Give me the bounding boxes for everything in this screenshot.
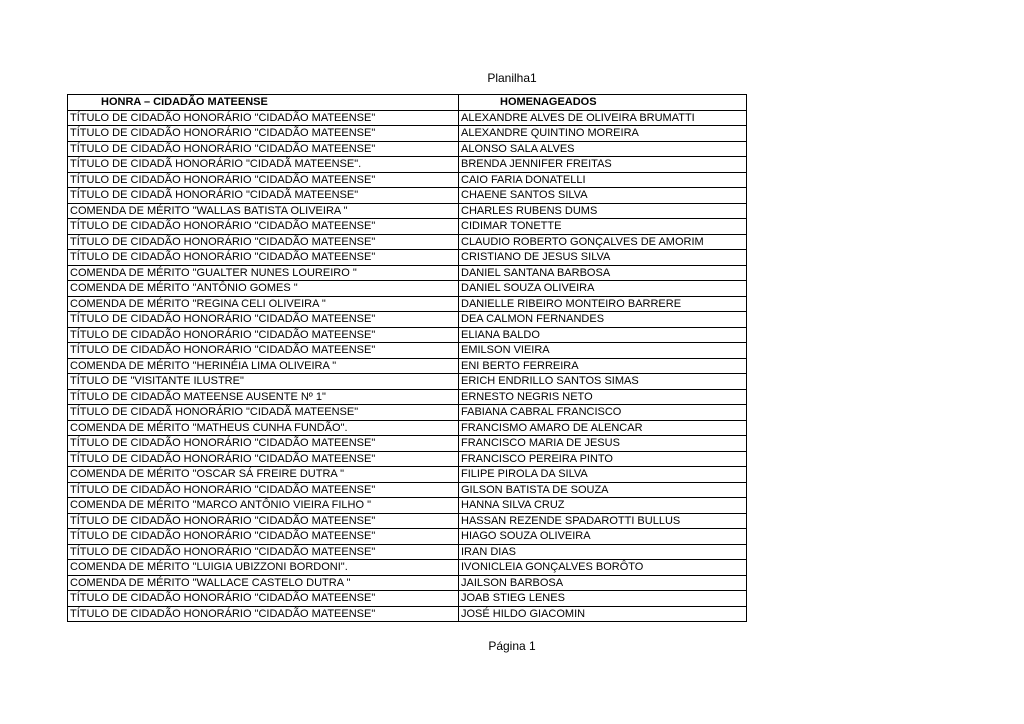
table-row (68, 591, 747, 607)
honor-cell: TÍTULO DE CIDADÃ HONORÁRIO "CIDADÃ MATEENSE" (68, 188, 459, 204)
column-header-honorees: HOMENAGEADOS (459, 95, 747, 111)
honor-cell: TÍTULO DE CIDADÃO HONORÁRIO "CIDADÃO MATEENSE" (68, 343, 459, 359)
table-header-row (68, 95, 747, 111)
table-row (68, 172, 747, 188)
table-row (68, 420, 747, 436)
honoree-cell: FRANCISMO AMARO DE ALENCAR (459, 420, 747, 436)
table-body (68, 110, 747, 622)
honor-cell: COMENDA DE MÉRITO "WALLACE CASTELO DUTRA " (68, 575, 459, 591)
honor-cell: TÍTULO DE CIDADÃO HONORÁRIO "CIDADÃO MATEENSE" (68, 110, 459, 126)
honor-cell: TÍTULO DE CIDADÃO HONORÁRIO "CIDADÃO MATEENSE" (68, 126, 459, 142)
table-row (68, 544, 747, 560)
page-number: Página 1 (488, 639, 536, 653)
table-row (68, 188, 747, 204)
table-row (68, 281, 747, 297)
table-row (68, 157, 747, 173)
honoree-cell: IRAN DIAS (459, 544, 747, 560)
honoree-cell: CHAENE SANTOS SILVA (459, 188, 747, 204)
table-row (68, 374, 747, 390)
honor-cell: COMENDA DE MÉRITO "REGINA CELI OLIVEIRA " (68, 296, 459, 312)
honoree-cell: CAIO FARIA DONATELLI (459, 172, 747, 188)
sheet-title: Planilha1 (487, 71, 537, 85)
honor-cell: TÍTULO DE CIDADÃO HONORÁRIO "CIDADÃO MATEENSE" (68, 141, 459, 157)
honoree-cell: JAILSON BARBOSA (459, 575, 747, 591)
honoree-cell: CLAUDIO ROBERTO GONÇALVES DE AMORIM (459, 234, 747, 250)
honoree-cell: GILSON BATISTA DE SOUZA (459, 482, 747, 498)
honoree-cell: FABIANA CABRAL FRANCISCO (459, 405, 747, 421)
honor-cell: COMENDA DE MÉRITO "MATHEUS CUNHA FUNDÃO". (68, 420, 459, 436)
honor-cell: TÍTULO DE CIDADÃO HONORÁRIO "CIDADÃO MATEENSE" (68, 529, 459, 545)
table-row (68, 389, 747, 405)
honor-cell: TÍTULO DE CIDADÃO HONORÁRIO "CIDADÃO MATEENSE" (68, 219, 459, 235)
column-header-honor: HONRA – CIDADÃO MATEENSE (68, 95, 459, 111)
table-row (68, 513, 747, 529)
honorees-table (67, 94, 747, 622)
honoree-cell: BRENDA JENNIFER FREITAS (459, 157, 747, 173)
honor-cell: COMENDA DE MÉRITO "MARCO ANTÔNIO VIEIRA FILHO " (68, 498, 459, 514)
honoree-cell: CHARLES RUBENS DUMS (459, 203, 747, 219)
honor-cell: COMENDA DE MÉRITO "LUIGIA UBIZZONI BORDONI". (68, 560, 459, 576)
table-row (68, 575, 747, 591)
honor-cell: TÍTULO DE CIDADÃO HONORÁRIO "CIDADÃO MATEENSE" (68, 482, 459, 498)
honoree-cell: ALEXANDRE QUINTINO MOREIRA (459, 126, 747, 142)
honoree-cell: JOSÉ HILDO GIACOMIN (459, 606, 747, 622)
honor-cell: TÍTULO DE CIDADÃO HONORÁRIO "CIDADÃO MATEENSE" (68, 513, 459, 529)
honor-cell: TÍTULO DE CIDADÃO HONORÁRIO "CIDADÃO MATEENSE" (68, 312, 459, 328)
honor-cell: COMENDA DE MÉRITO "ANTÔNIO GOMES " (68, 281, 459, 297)
table-row (68, 327, 747, 343)
honor-cell: TÍTULO DE CIDADÃO HONORÁRIO "CIDADÃO MATEENSE" (68, 606, 459, 622)
table-row (68, 467, 747, 483)
table-row (68, 529, 747, 545)
honor-cell: TÍTULO DE CIDADÃO HONORÁRIO "CIDADÃO MATEENSE" (68, 234, 459, 250)
table-row (68, 560, 747, 576)
honoree-cell: HASSAN REZENDE SPADAROTTI BULLUS (459, 513, 747, 529)
honoree-cell: FRANCISCO PEREIRA PINTO (459, 451, 747, 467)
honoree-cell: ELIANA BALDO (459, 327, 747, 343)
honor-cell: TÍTULO DE CIDADÃ HONORÁRIO "CIDADÃ MATEENSE" (68, 405, 459, 421)
table-row (68, 110, 747, 126)
honor-cell: TÍTULO DE CIDADÃO HONORÁRIO "CIDADÃO MATEENSE" (68, 591, 459, 607)
table-row (68, 265, 747, 281)
honoree-cell: ERICH ENDRILLO SANTOS SIMAS (459, 374, 747, 390)
honoree-cell: DEA CALMON FERNANDES (459, 312, 747, 328)
table-row (68, 405, 747, 421)
table-row (68, 296, 747, 312)
table-row (68, 482, 747, 498)
honoree-cell: DANIEL SANTANA BARBOSA (459, 265, 747, 281)
honoree-cell: FRANCISCO MARIA DE JESUS (459, 436, 747, 452)
table-row (68, 343, 747, 359)
honor-cell: TÍTULO DE CIDADÃ HONORÁRIO "CIDADÃ MATEENSE". (68, 157, 459, 173)
honoree-cell: ENI BERTO FERREIRA (459, 358, 747, 374)
honoree-cell: HIAGO SOUZA OLIVEIRA (459, 529, 747, 545)
honoree-cell: ERNESTO NEGRIS NETO (459, 389, 747, 405)
honor-cell: TÍTULO DE CIDADÃO HONORÁRIO "CIDADÃO MATEENSE" (68, 327, 459, 343)
honoree-cell: DANIELLE RIBEIRO MONTEIRO BARRERE (459, 296, 747, 312)
table-row (68, 606, 747, 622)
honor-cell: TÍTULO DE "VISITANTE ILUSTRE" (68, 374, 459, 390)
table-row (68, 312, 747, 328)
honor-cell: TÍTULO DE CIDADÃO MATEENSE AUSENTE Nº 1" (68, 389, 459, 405)
table-row (68, 126, 747, 142)
table-row (68, 451, 747, 467)
honor-cell: TÍTULO DE CIDADÃO HONORÁRIO "CIDADÃO MATEENSE" (68, 451, 459, 467)
honoree-cell: EMILSON VIEIRA (459, 343, 747, 359)
honoree-cell: FILIPE PIROLA DA SILVA (459, 467, 747, 483)
honoree-cell: CIDIMAR TONETTE (459, 219, 747, 235)
honor-cell: TÍTULO DE CIDADÃO HONORÁRIO "CIDADÃO MATEENSE" (68, 172, 459, 188)
honoree-cell: ALONSO SALA ALVES (459, 141, 747, 157)
honoree-cell: IVONICLEIA GONÇALVES BORÔTO (459, 560, 747, 576)
table-row (68, 358, 747, 374)
honor-cell: COMENDA DE MÉRITO "OSCAR SÁ FREIRE DUTRA " (68, 467, 459, 483)
honoree-cell: JOAB STIEG LENES (459, 591, 747, 607)
honoree-cell: HANNA SILVA CRUZ (459, 498, 747, 514)
table-row (68, 436, 747, 452)
honor-cell: COMENDA DE MÉRITO "HERINÉIA LIMA OLIVEIRA " (68, 358, 459, 374)
honor-cell: COMENDA DE MÉRITO "WALLAS BATISTA OLIVEIRA " (68, 203, 459, 219)
table-row (68, 234, 747, 250)
honor-cell: TÍTULO DE CIDADÃO HONORÁRIO "CIDADÃO MATEENSE" (68, 250, 459, 266)
honoree-cell: CRISTIANO DE JESUS SILVA (459, 250, 747, 266)
honor-cell: TÍTULO DE CIDADÃO HONORÁRIO "CIDADÃO MATEENSE" (68, 436, 459, 452)
table-row (68, 250, 747, 266)
table-row (68, 219, 747, 235)
table-row (68, 498, 747, 514)
honor-cell: COMENDA DE MÉRITO "GUALTER NUNES LOUREIRO " (68, 265, 459, 281)
honoree-cell: ALEXANDRE ALVES DE OLIVEIRA BRUMATTI (459, 110, 747, 126)
table-row (68, 203, 747, 219)
table-row (68, 141, 747, 157)
honoree-cell: DANIEL SOUZA OLIVEIRA (459, 281, 747, 297)
honor-cell: TÍTULO DE CIDADÃO HONORÁRIO "CIDADÃO MATEENSE" (68, 544, 459, 560)
